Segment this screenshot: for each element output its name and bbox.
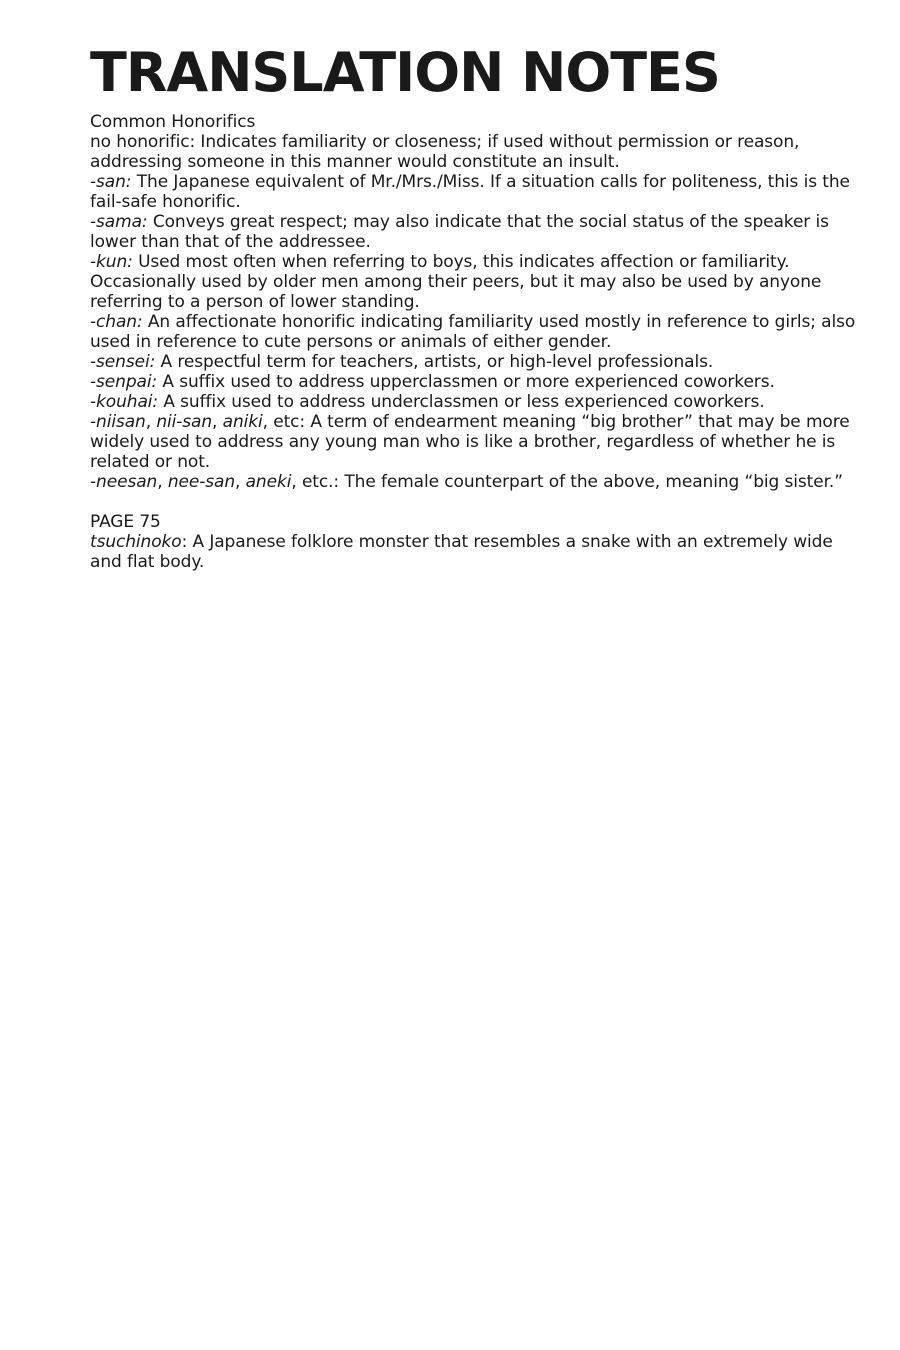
entry-prefix: - (90, 172, 97, 192)
section-heading: Common Honorifics (90, 112, 256, 132)
entry-term: sensei: (96, 352, 156, 372)
entry-term: aneki (245, 472, 292, 492)
entry-term: kouhai: (96, 392, 159, 412)
section-spacer (90, 492, 865, 512)
entry-separator: , (157, 472, 168, 492)
honorific-entry-none (90, 132, 865, 172)
translation-notes-page (90, 40, 865, 572)
honorific-entry-senpai (90, 372, 865, 392)
entry-text: , etc: A term of endearment meaning “big brother” that may be more widely used to address any young man who is like a brother, regardless of whether he is related or not. (90, 412, 850, 472)
entry-text: A suffix used to address upperclassmen or more experienced coworkers. (157, 372, 775, 392)
entry-prefix: - (90, 472, 97, 492)
entry-term: kun: (96, 252, 133, 272)
entry-term: nii-san (156, 412, 213, 432)
entry-term: neesan (96, 472, 158, 492)
entry-text: A suffix used to address underclassmen or less experienced coworkers. (158, 392, 765, 412)
entry-text: Used most often when referring to boys, this indicates affection or familiarity. Occasionally used by older men among their peers, but it may also be used by anyone referring to a person of lower standing. (90, 252, 822, 312)
honorific-entry-niisan (90, 412, 865, 472)
entry-term: tsuchinoko (90, 532, 182, 552)
entry-text: A respectful term for teachers, artists, or high-level professionals. (155, 352, 714, 372)
honorific-entry-sensei (90, 352, 865, 372)
entry-text: no honorific: Indicates familiarity or closeness; if used without permission or reason, addressing someone in this manner would constitute an insult. (90, 132, 800, 172)
honorific-entry-chan (90, 312, 865, 352)
entry-text: : A Japanese folklore monster that resembles a snake with an extremely wide and flat body. (90, 532, 833, 572)
entry-prefix: - (90, 352, 97, 372)
notes-body (90, 112, 865, 572)
page-label: PAGE 75 (90, 512, 161, 532)
entry-text: , etc.: The female counterpart of the above, meaning “big sister.” (291, 472, 843, 492)
entry-term: senpai: (96, 372, 158, 392)
honorific-entry-kouhai (90, 392, 865, 412)
entry-prefix: - (90, 392, 97, 412)
entry-text: The Japanese equivalent of Mr./Mrs./Miss. If a situation calls for politeness, this is the fail-safe honorific. (90, 172, 850, 212)
entry-separator: , (145, 412, 157, 432)
entry-term: aniki (222, 412, 263, 432)
page-title: TRANSLATION NOTES (90, 41, 720, 104)
entry-text: Conveys great respect; may also indicate that the social status of the speaker is lower than that of the addressee. (90, 212, 829, 252)
entry-prefix: - (90, 252, 97, 272)
entry-text: An affectionate honorific indicating familiarity used mostly in reference to girls; also used in reference to cute persons or animals of either gender. (90, 312, 856, 352)
entry-prefix: - (90, 212, 97, 232)
entry-term: san: (96, 172, 132, 192)
entry-prefix: - (90, 312, 97, 332)
page-note-entry (90, 532, 865, 572)
entry-term: chan: (96, 312, 143, 332)
honorific-entry-kun (90, 252, 865, 312)
entry-separator: , (212, 412, 223, 432)
honorific-entry-sama (90, 212, 865, 252)
entry-term: niisan (96, 412, 146, 432)
honorific-entry-san (90, 172, 865, 212)
honorific-entry-neesan (90, 472, 865, 492)
entry-prefix: - (90, 412, 97, 432)
entry-prefix: - (90, 372, 97, 392)
entry-separator: , (235, 472, 246, 492)
entry-term: nee-san (167, 472, 235, 492)
entry-term: sama: (96, 212, 148, 232)
